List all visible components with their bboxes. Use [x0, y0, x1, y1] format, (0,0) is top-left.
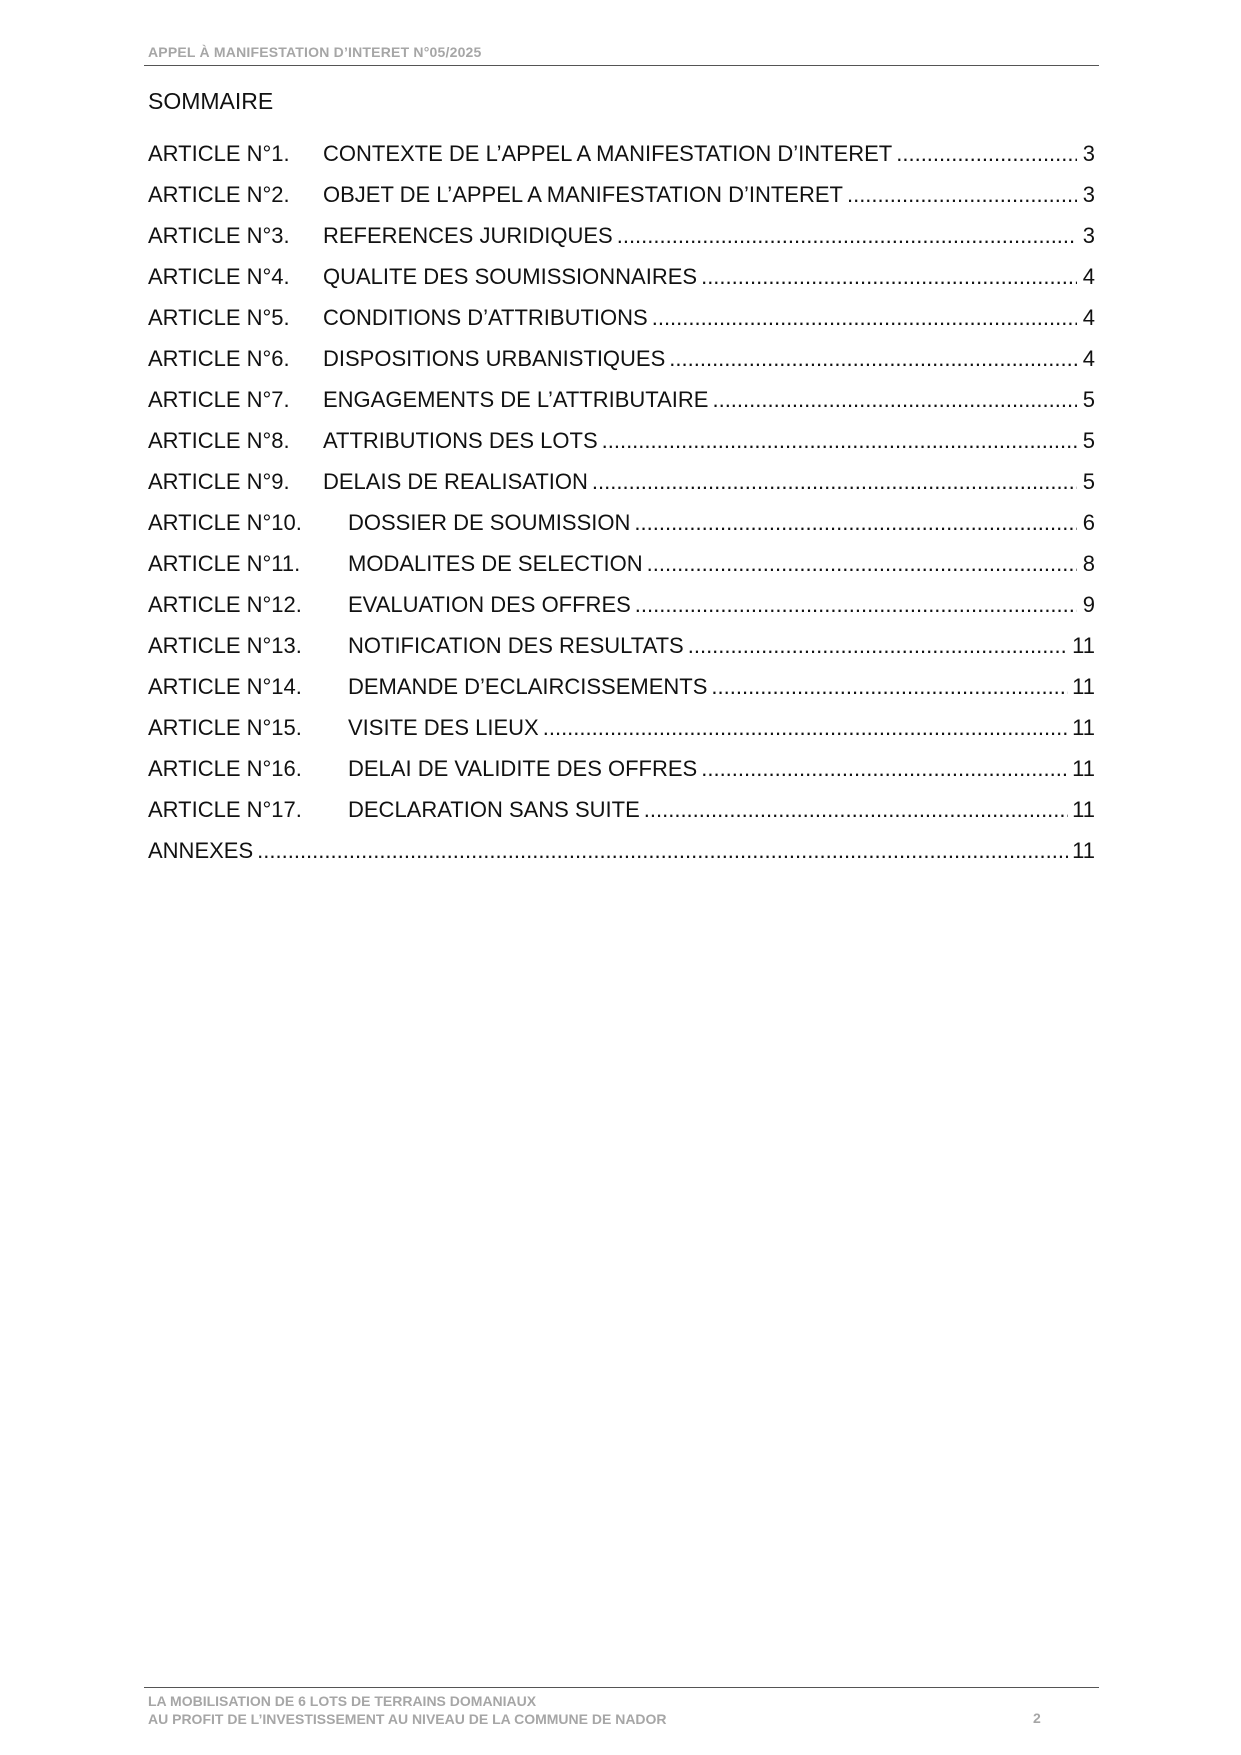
- toc-entry-number: ARTICLE N°3.: [148, 223, 290, 248]
- toc-entry-label: MODALITES DE SELECTION: [348, 551, 643, 576]
- toc-entry-label: CONDITIONS D’ATTRIBUTIONS: [323, 305, 648, 330]
- toc-leader-dots: [688, 632, 1068, 660]
- toc-leader-dots: [257, 837, 1068, 865]
- toc-leader-dots: [701, 263, 1077, 291]
- toc-entry-number: ARTICLE N°11.: [148, 551, 301, 576]
- toc-entry-label: CONTEXTE DE L’APPEL A MANIFESTATION D’INTERET: [323, 141, 893, 166]
- toc-entry-page: 5: [1082, 387, 1095, 412]
- toc-entry[interactable]: [148, 591, 1095, 632]
- toc-entry-number: ARTICLE N°7.: [148, 387, 290, 412]
- toc-entry-page: 11: [1072, 674, 1095, 699]
- toc-leader-dots: [669, 345, 1077, 373]
- toc-entry[interactable]: [148, 796, 1095, 837]
- toc-entry-number: ARTICLE N°16.: [148, 756, 302, 781]
- toc-entry-label: DELAI DE VALIDITE DES OFFRES: [348, 756, 698, 781]
- toc-leader-dots: [634, 509, 1077, 537]
- toc-entry-label: OBJET DE L’APPEL A MANIFESTATION D’INTERET: [323, 182, 843, 207]
- toc-leader-dots: [896, 140, 1077, 168]
- toc-entry-label: NOTIFICATION DES RESULTATS: [348, 633, 684, 658]
- toc-entry[interactable]: [148, 468, 1095, 509]
- toc-entry-page: 9: [1082, 592, 1095, 617]
- toc-entry[interactable]: [148, 714, 1095, 755]
- toc-leader-dots: [701, 755, 1068, 783]
- toc-leader-dots: [644, 796, 1068, 824]
- toc-entry-page: 3: [1082, 223, 1095, 248]
- toc-entry[interactable]: [148, 427, 1095, 468]
- toc-leader-dots: [602, 427, 1077, 455]
- toc-entry[interactable]: [148, 632, 1095, 673]
- header-divider: [144, 65, 1099, 66]
- toc-entry-number: ARTICLE N°6.: [148, 346, 290, 371]
- toc-leader-dots: [592, 468, 1077, 496]
- toc-entry-number: ARTICLE N°12.: [148, 592, 302, 617]
- toc-entry-page: 5: [1082, 469, 1095, 494]
- toc-entry-page: 4: [1082, 305, 1095, 330]
- toc-entry-label: DELAIS DE REALISATION: [323, 469, 588, 494]
- toc-entry-number: ARTICLE N°1.: [148, 141, 290, 166]
- toc-entry-number: ARTICLE N°14.: [148, 674, 302, 699]
- table-of-contents: [148, 140, 1095, 878]
- toc-leader-dots: [711, 673, 1068, 701]
- toc-entry[interactable]: [148, 345, 1095, 386]
- toc-entry-label: DEMANDE D’ECLAIRCISSEMENTS: [348, 674, 708, 699]
- toc-entry-number: ARTICLE N°17.: [148, 797, 302, 822]
- toc-entry-label: ENGAGEMENTS DE L’ATTRIBUTAIRE: [323, 387, 709, 412]
- toc-leader-dots: [647, 550, 1077, 578]
- toc-entry-page: 5: [1082, 428, 1095, 453]
- toc-entry[interactable]: [148, 509, 1095, 550]
- toc-entry-page: 11: [1072, 838, 1095, 863]
- toc-entry-page: 11: [1072, 633, 1095, 658]
- footer-line-1: LA MOBILISATION DE 6 LOTS DE TERRAINS DOMANIAUX: [148, 1693, 537, 1709]
- toc-entry-page: 6: [1082, 510, 1095, 535]
- page-number: 2: [1033, 1710, 1041, 1726]
- running-footer: [148, 1692, 1048, 1728]
- toc-entry[interactable]: [148, 222, 1095, 263]
- toc-entry-label: EVALUATION DES OFFRES: [348, 592, 631, 617]
- toc-entry-label: QUALITE DES SOUMISSIONNAIRES: [323, 264, 698, 289]
- toc-entry-label: DOSSIER DE SOUMISSION: [348, 510, 631, 535]
- toc-entry-page: 11: [1072, 715, 1095, 740]
- toc-leader-dots: [847, 181, 1077, 209]
- toc-entry-page: 4: [1082, 264, 1095, 289]
- toc-entry-page: 11: [1072, 797, 1095, 822]
- running-header: APPEL À MANIFESTATION D’INTERET N°05/2025: [148, 44, 482, 60]
- toc-entry-number: ARTICLE N°2.: [148, 182, 290, 207]
- toc-entry[interactable]: [148, 837, 1095, 878]
- toc-title: SOMMAIRE: [148, 88, 274, 114]
- toc-entry[interactable]: [148, 181, 1095, 222]
- toc-entry-label: VISITE DES LIEUX: [348, 715, 539, 740]
- toc-entry-number: ARTICLE N°5.: [148, 305, 290, 330]
- toc-leader-dots: [712, 386, 1077, 414]
- toc-entry[interactable]: [148, 755, 1095, 796]
- toc-entry-number: ARTICLE N°10.: [148, 510, 302, 535]
- toc-entry-number: ARTICLE N°15.: [148, 715, 302, 740]
- footer-divider: [144, 1687, 1099, 1688]
- toc-entry-label: DECLARATION SANS SUITE: [348, 797, 640, 822]
- toc-entry-number: ARTICLE N°9.: [148, 469, 290, 494]
- toc-entry-label: REFERENCES JURIDIQUES: [323, 223, 613, 248]
- toc-entry-page: 3: [1082, 182, 1095, 207]
- toc-entry[interactable]: [148, 304, 1095, 345]
- toc-entry-page: 4: [1082, 346, 1095, 371]
- toc-entry-number: ARTICLE N°4.: [148, 264, 290, 289]
- toc-entry[interactable]: [148, 550, 1095, 591]
- footer-line-2: AU PROFIT DE L’INVESTISSEMENT AU NIVEAU DE LA COMMUNE DE NADOR: [148, 1711, 667, 1727]
- toc-leader-dots: [617, 222, 1077, 250]
- toc-entry-number: ARTICLE N°8.: [148, 428, 290, 453]
- toc-entry-page: 11: [1072, 756, 1095, 781]
- toc-entry[interactable]: [148, 140, 1095, 181]
- toc-leader-dots: [635, 591, 1077, 619]
- toc-entry-label: ATTRIBUTIONS DES LOTS: [323, 428, 598, 453]
- toc-entry-label: DISPOSITIONS URBANISTIQUES: [323, 346, 666, 371]
- toc-leader-dots: [652, 304, 1077, 332]
- toc-entry[interactable]: [148, 386, 1095, 427]
- toc-entry[interactable]: [148, 263, 1095, 304]
- toc-entry[interactable]: [148, 673, 1095, 714]
- toc-entry-label: ANNEXES: [148, 838, 254, 863]
- toc-entry-page: 8: [1082, 551, 1095, 576]
- toc-leader-dots: [543, 714, 1068, 742]
- toc-entry-number: ARTICLE N°13.: [148, 633, 302, 658]
- toc-entry-page: 3: [1082, 141, 1095, 166]
